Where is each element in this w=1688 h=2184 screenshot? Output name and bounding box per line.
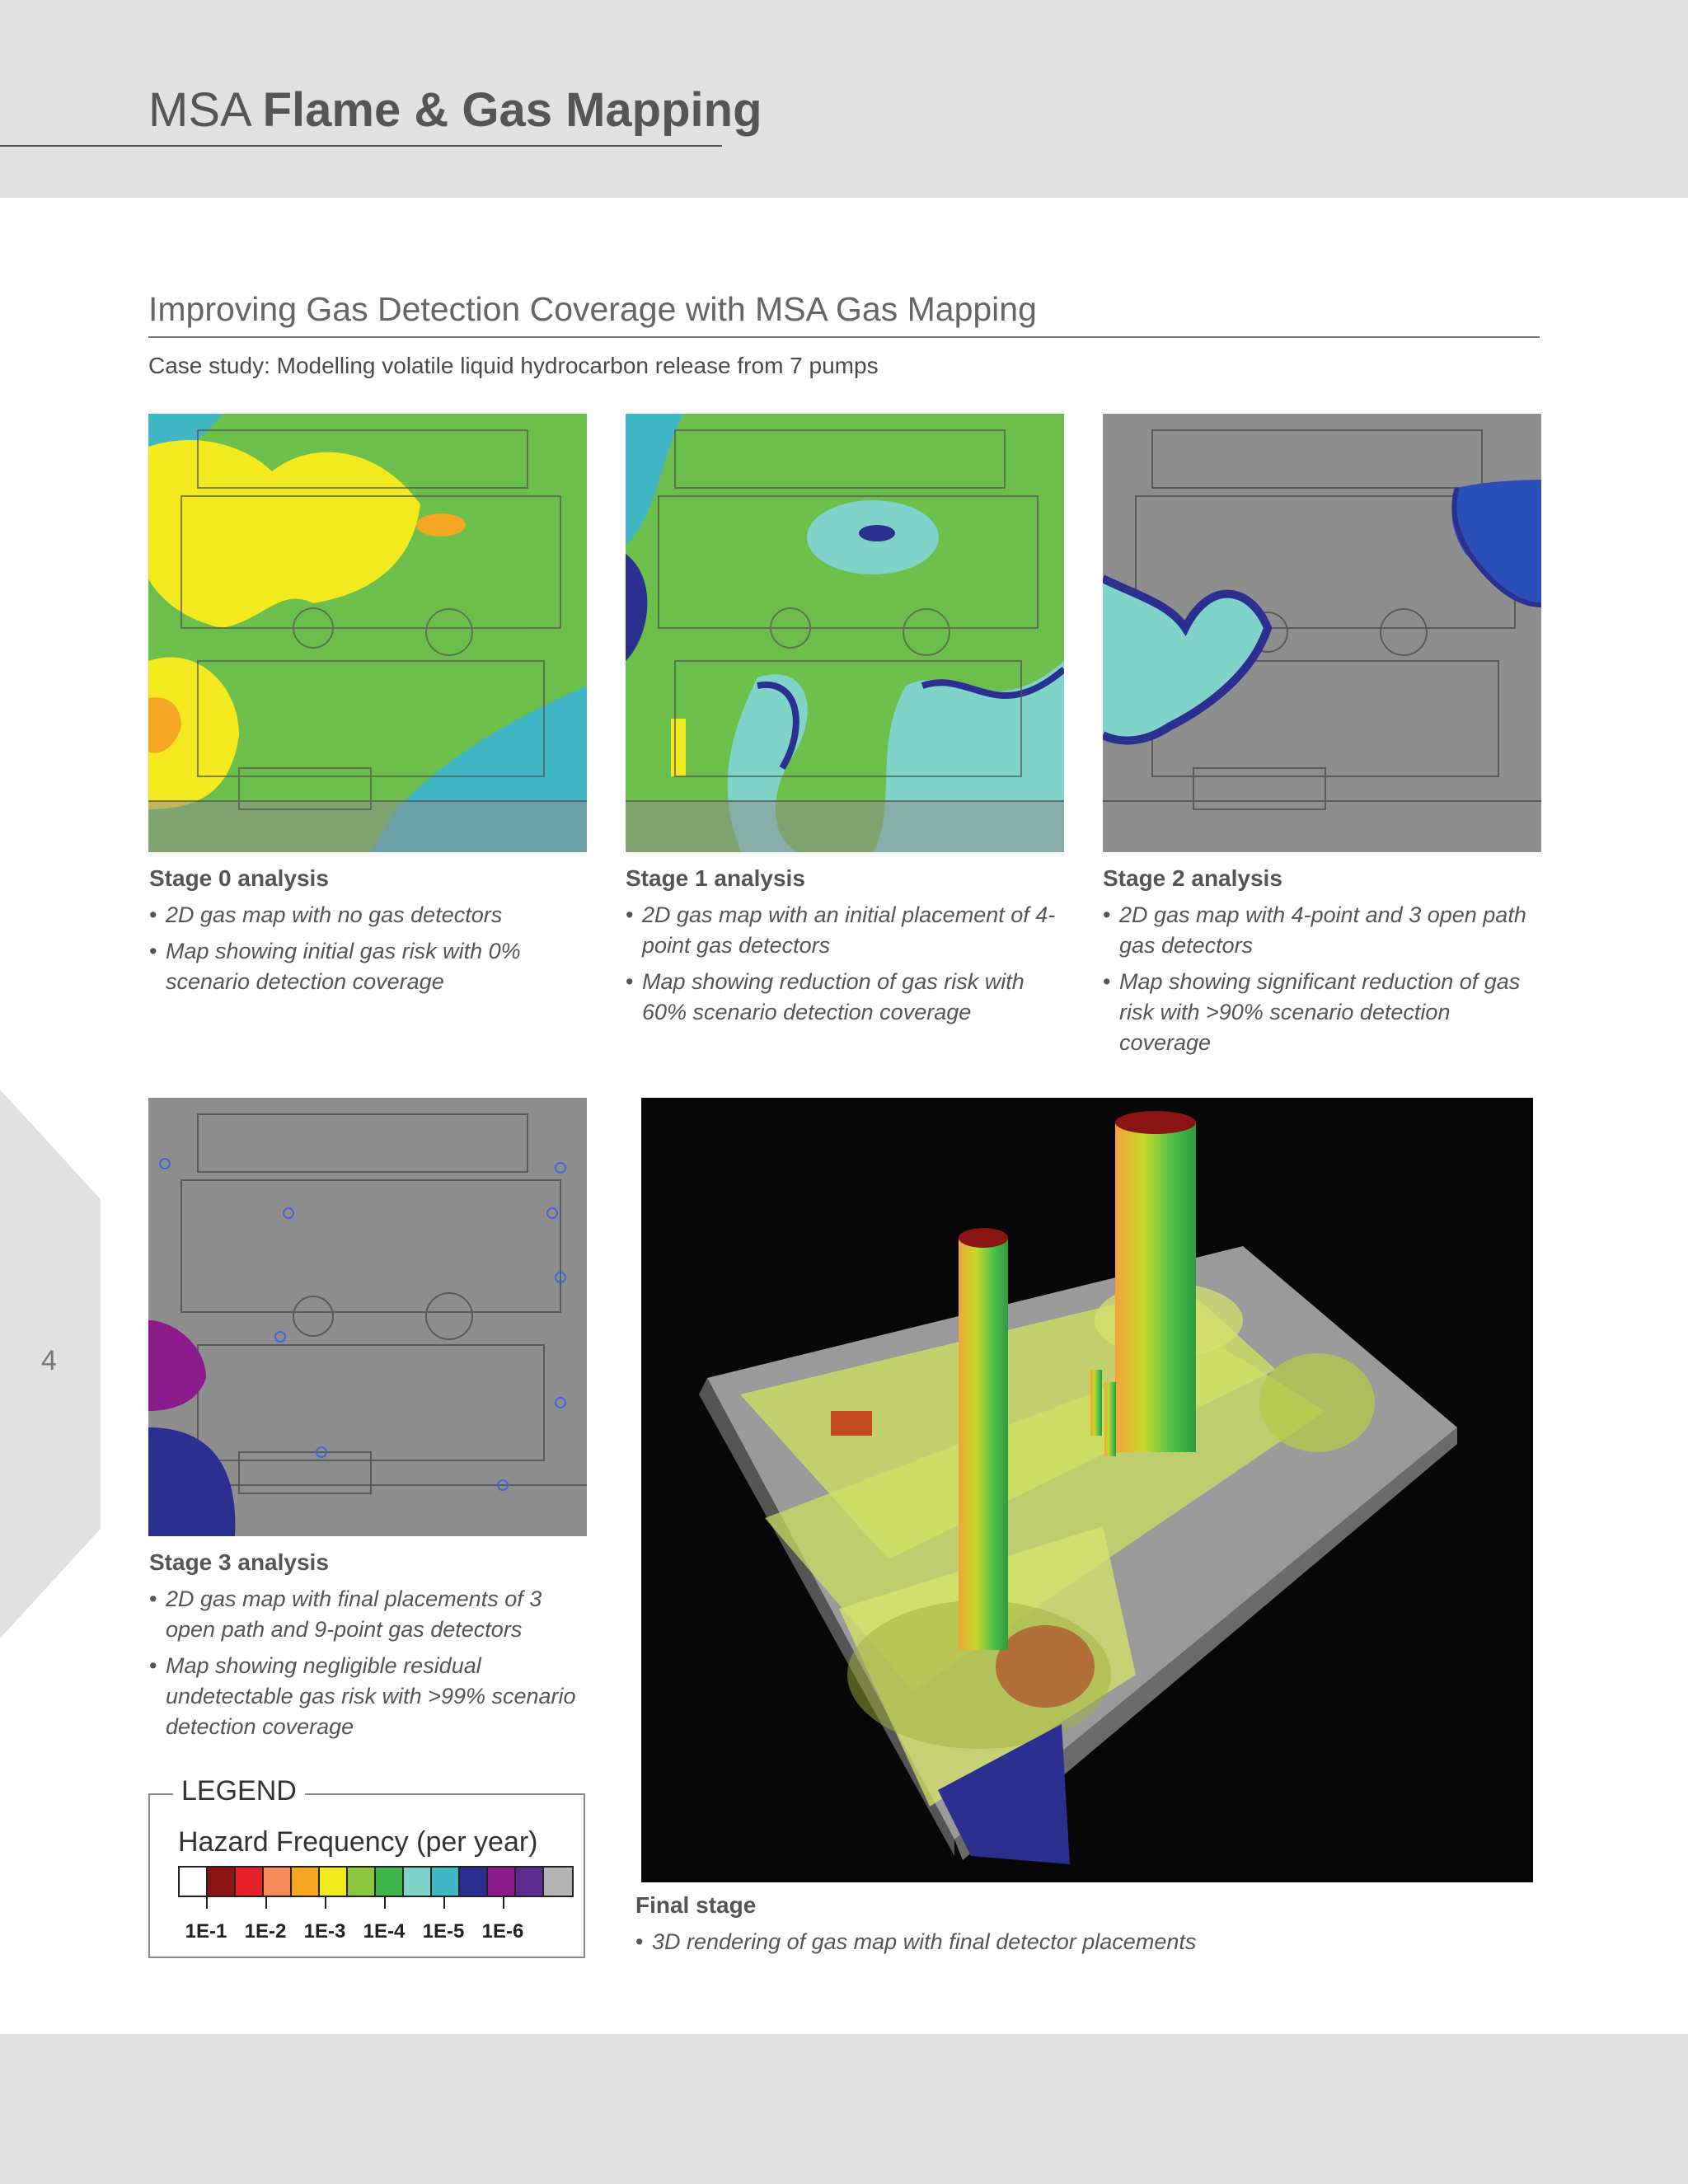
legend-swatch bbox=[320, 1868, 348, 1896]
stage-2-bullet: • 2D gas map with 4-point and 3 open path gas detectors bbox=[1103, 900, 1548, 961]
stage-1-map bbox=[626, 414, 1064, 852]
stage-0-bullet: • 2D gas map with no gas detectors bbox=[149, 900, 594, 930]
final-stage-title: Final stage bbox=[635, 1892, 757, 1918]
stage-3-caption bbox=[149, 1549, 594, 1748]
stage-2-title: Stage 2 analysis bbox=[1103, 865, 1282, 891]
final-3d-render bbox=[641, 1098, 1533, 1882]
stage-1-caption bbox=[626, 865, 1071, 1033]
stage-2-caption bbox=[1103, 865, 1548, 1064]
hazard-legend bbox=[148, 1775, 585, 1958]
legend-tick bbox=[443, 1897, 445, 1909]
legend-swatch bbox=[236, 1868, 264, 1896]
legend-swatch bbox=[544, 1868, 572, 1896]
title-rule bbox=[0, 145, 722, 147]
stage-3-bullet: • Map showing negligible residual undetectable gas risk with >99% scenario detection coverage bbox=[149, 1651, 594, 1742]
footer-band bbox=[0, 2034, 1688, 2184]
case-study-subtitle: Case study: Modelling volatile liquid hydrocarbon release from 7 pumps bbox=[148, 353, 879, 378]
stage-1-title: Stage 1 analysis bbox=[626, 865, 805, 891]
stage-3-map bbox=[148, 1098, 587, 1536]
document-title bbox=[148, 82, 762, 138]
stage-3-bullet: • 2D gas map with final placements of 3 open path and 9-point gas detectors bbox=[149, 1584, 594, 1645]
stage-0-bullet: • Map showing initial gas risk with 0% scenario detection coverage bbox=[149, 936, 594, 997]
legend-color-scale bbox=[178, 1866, 574, 1897]
product-name: Flame & Gas Mapping bbox=[262, 83, 762, 137]
legend-tick bbox=[206, 1897, 208, 1909]
legend-tick bbox=[265, 1897, 267, 1909]
legend-tick-label: 1E-4 bbox=[363, 1920, 406, 1943]
legend-swatch bbox=[292, 1868, 320, 1896]
legend-swatch bbox=[460, 1868, 488, 1896]
page-number: 4 bbox=[41, 1345, 57, 1376]
legend-tick-label: 1E-6 bbox=[481, 1920, 524, 1943]
legend-tick bbox=[503, 1897, 504, 1909]
legend-swatch bbox=[208, 1868, 236, 1896]
legend-tick-label: 1E-1 bbox=[185, 1920, 227, 1943]
stage-1-bullet: • 2D gas map with an initial placement of 4-point gas detectors bbox=[626, 900, 1071, 961]
stage-3-title: Stage 3 analysis bbox=[149, 1549, 329, 1575]
final-stage-bullet: • 3D rendering of gas map with final detector placements bbox=[635, 1927, 1460, 1957]
stage-0-map bbox=[148, 414, 587, 852]
section-rule bbox=[148, 336, 1540, 338]
stage-0-caption bbox=[149, 865, 594, 1003]
legend-swatch bbox=[180, 1868, 208, 1896]
legend-tick-label: 1E-2 bbox=[244, 1920, 287, 1943]
stage-2-bullet: • Map showing significant reduction of gas risk with >90% scenario detection coverage bbox=[1103, 967, 1548, 1058]
stage-0-title: Stage 0 analysis bbox=[149, 865, 329, 891]
brand-name: MSA bbox=[148, 83, 250, 137]
legend-tick-label: 1E-3 bbox=[303, 1920, 346, 1943]
section-title: Improving Gas Detection Coverage with MSA Gas Mapping bbox=[148, 290, 1037, 328]
legend-title: LEGEND bbox=[173, 1775, 305, 1807]
legend-swatch bbox=[264, 1868, 292, 1896]
legend-swatch bbox=[348, 1868, 376, 1896]
final-stage-caption bbox=[635, 1892, 1460, 1963]
legend-subtitle: Hazard Frequency (per year) bbox=[178, 1826, 538, 1858]
legend-swatch bbox=[488, 1868, 516, 1896]
legend-tick bbox=[325, 1897, 326, 1909]
legend-swatch bbox=[516, 1868, 544, 1896]
stage-2-map bbox=[1103, 414, 1541, 852]
legend-swatch bbox=[404, 1868, 432, 1896]
stage-1-bullet: • Map showing reduction of gas risk with 60% scenario detection coverage bbox=[626, 967, 1071, 1028]
legend-tick-label: 1E-5 bbox=[422, 1920, 465, 1943]
legend-swatch bbox=[432, 1868, 460, 1896]
legend-swatch bbox=[376, 1868, 404, 1896]
legend-tick bbox=[384, 1897, 386, 1909]
